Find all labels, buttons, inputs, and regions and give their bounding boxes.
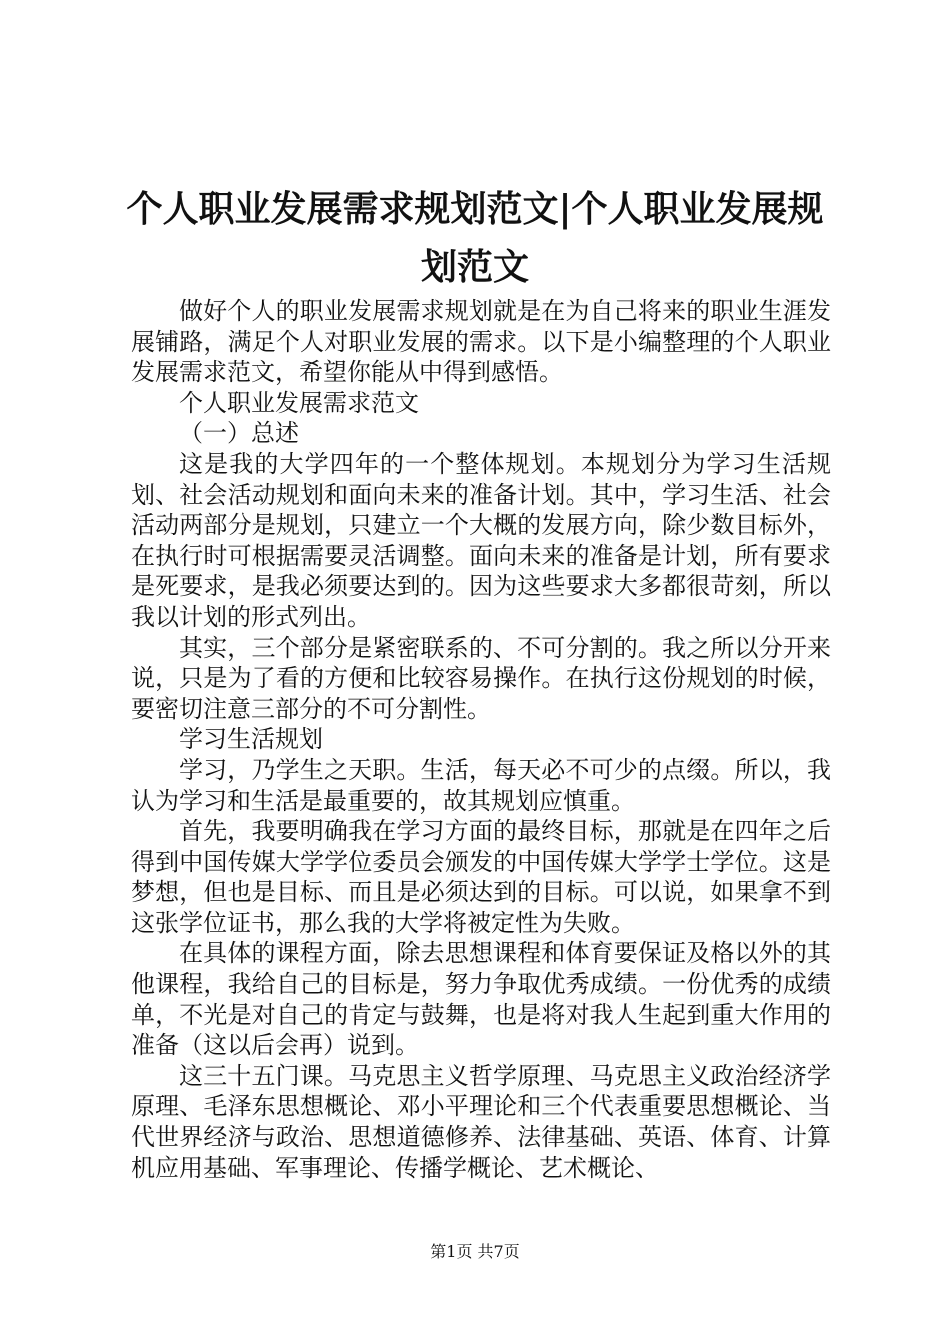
body-paragraph: 学习，乃学生之天职。生活，每天必不可少的点缀。所以，我认为学习和生活是最重要的，故其规划应慎重。 <box>131 755 831 815</box>
document-body <box>131 296 831 1183</box>
intro-paragraph: 做好个人的职业发展需求规划就是在为自己将来的职业生涯发展铺路，满足个人对职业发展的需求。以下是小编整理的个人职业发展需求范文，希望你能从中得到感悟。 <box>131 297 831 387</box>
title-line-2: 划范文 <box>420 246 529 288</box>
title-line-1: 个人职业发展需求规划范文|个人职业发展规 <box>126 188 824 230</box>
body-paragraph: 这三十五门课。马克思主义哲学原理、马克思主义政治经济学原理、毛泽东思想概论、邓小平理论和三个代表重要思想概论、当代世界经济与政治、思想道德修养、法律基础、英语、体育、计算机应用基础、军事理论、传播学概论、艺术概论、 <box>131 1061 831 1182</box>
body-paragraph: 其实，三个部分是紧密联系的、不可分割的。我之所以分开来说，只是为了看的方便和比较容易操作。在执行这份规划的时候，要密切注意三部分的不可分割性。 <box>131 633 831 723</box>
body-paragraph: 这是我的大学四年的一个整体规划。本规划分为学习生活规划、社会活动规划和面向未来的准备计划。其中，学习生活、社会活动两部分是规划，只建立一个大概的发展方向，除少数目标外，在执行时可根据需要灵活调整。面向未来的准备是计划，所有要求是死要求，是我必须要达到的。因为这些要求大多都很苛刻，所以我以计划的形式列出。 <box>131 449 831 631</box>
subsection-heading: 学习生活规划 <box>179 725 323 754</box>
document-title <box>100 180 850 296</box>
page-footer: 第1页 共7页 <box>430 1242 520 1261</box>
body-paragraph: 首先，我要明确我在学习方面的最终目标，那就是在四年之后得到中国传媒大学学位委员会颁发的中国传媒大学学士学位。这是梦想，但也是目标、而且是必须达到的目标。可以说，如果拿不到这张学位证书，那么我的大学将被定性为失败。 <box>131 817 831 937</box>
section-heading: 个人职业发展需求范文 <box>179 388 419 417</box>
body-paragraph: 在具体的课程方面，除去思想课程和体育要保证及格以外的其他课程，我给自己的目标是，努力争取优秀成绩。一份优秀的成绩单，不光是对自己的肯定与鼓舞，也是将对我人生起到重大作用的准备（这以后会再）说到。 <box>131 939 831 1060</box>
subsection-heading: （一）总述 <box>179 419 299 448</box>
